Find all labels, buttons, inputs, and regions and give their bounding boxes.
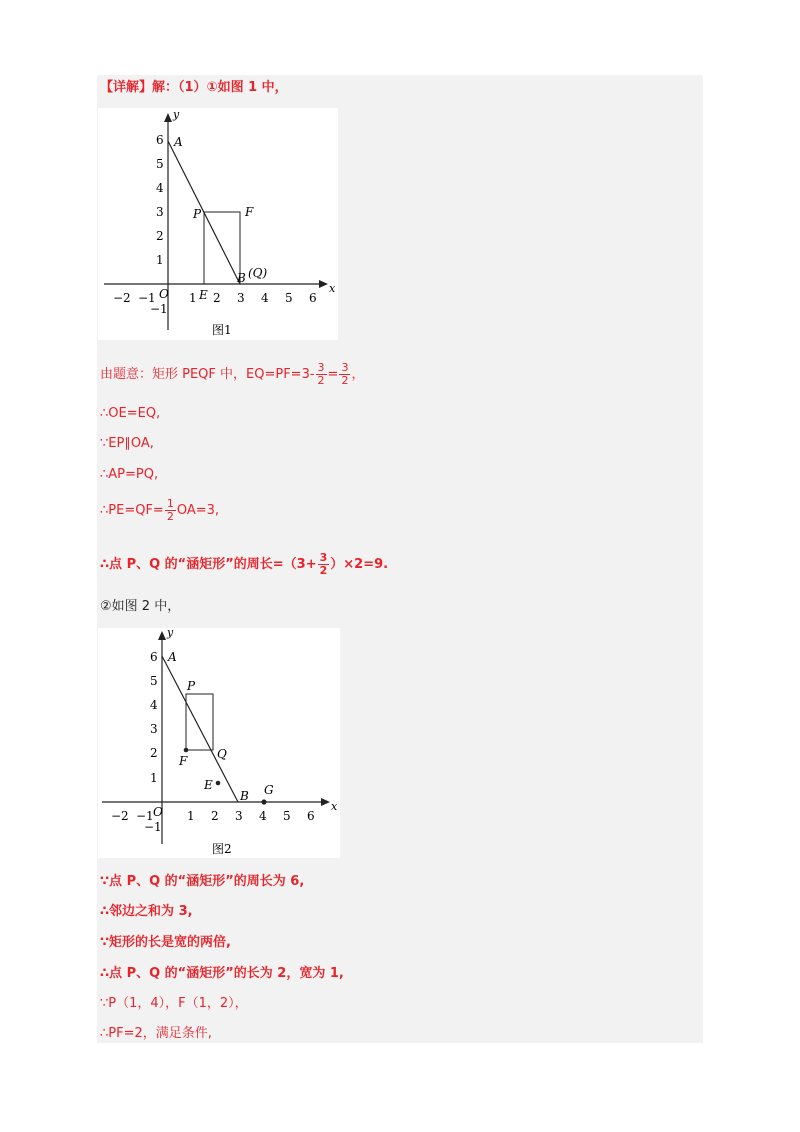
point-q-label: Q <box>217 747 227 761</box>
y-tick-label: 5 <box>150 674 158 688</box>
x-tick-label: 1 <box>187 809 195 823</box>
fraction <box>316 362 327 387</box>
point-p-label: P <box>193 207 202 221</box>
x-tick-label: −2 <box>111 809 129 823</box>
line-ep-parallel-oa: ∵EP∥OA, <box>100 436 154 451</box>
detail-tag: 【详解】 <box>100 80 153 95</box>
point-q-label: (Q) <box>248 266 268 280</box>
line-ap-pq: ∴AP=PQ, <box>100 467 159 482</box>
y-tick-label: 3 <box>150 722 158 736</box>
fraction <box>318 552 330 577</box>
text-segment: ∴点 P、Q 的“涵矩形”的周长=（3+ <box>100 557 317 572</box>
y-tick-label: 4 <box>156 181 164 195</box>
y-tick-label: 3 <box>156 205 164 219</box>
line-length-twice-width: ∵矩形的长是宽的两倍, <box>100 935 231 950</box>
point-e-label: E <box>204 778 213 792</box>
y-tick-label: 2 <box>150 746 158 760</box>
text-segment: ， <box>351 367 365 382</box>
fraction-numerator: 3 <box>317 361 325 374</box>
x-axis-arrow <box>321 798 330 806</box>
y-tick-label: −1 <box>150 302 168 316</box>
figure-1 <box>98 108 338 340</box>
text-segment: ∴PE=QF= <box>100 503 164 518</box>
figure-2-caption: 图2 <box>212 842 232 856</box>
x-tick-label: 4 <box>261 291 269 305</box>
point-a-label: A <box>168 650 177 664</box>
x-axis-label: x <box>331 800 338 813</box>
y-axis-label: y <box>167 628 174 639</box>
line-length-width: ∴点 P、Q 的“涵矩形”的长为 2，宽为 1, <box>100 966 344 981</box>
x-tick-label: 4 <box>259 809 267 823</box>
fraction <box>165 498 176 523</box>
point-e-label: E <box>199 288 208 302</box>
fraction <box>339 362 350 387</box>
text-segment: ）×2=9. <box>330 557 389 572</box>
line-adjacent-sum: ∴邻边之和为 3, <box>100 904 193 919</box>
fraction-denominator: 2 <box>341 374 349 387</box>
y-tick-label: 1 <box>150 771 158 785</box>
line-perimeter-6: ∵点 P、Q 的“涵矩形”的周长为 6, <box>100 874 305 889</box>
origin-label: O <box>153 805 163 819</box>
x-tick-label: 2 <box>213 291 221 305</box>
x-tick-label: −1 <box>138 291 156 305</box>
point-f <box>184 748 189 753</box>
line-rectangle-peqf <box>100 362 364 387</box>
x-tick-label: 5 <box>283 809 291 823</box>
line-perimeter-9 <box>100 552 388 577</box>
y-tick-label: −1 <box>144 820 162 834</box>
point-e <box>216 781 221 786</box>
x-tick-label: 6 <box>309 291 317 305</box>
point-f-label: F <box>245 205 254 219</box>
fraction-denominator: 2 <box>319 564 328 577</box>
x-tick-label: 3 <box>237 291 245 305</box>
fraction-numerator: 1 <box>166 497 174 510</box>
figure-2-graph <box>98 628 340 858</box>
y-tick-label: 6 <box>156 133 164 147</box>
line-p-f-coords: ∵P（1，4），F（1，2）， <box>100 996 248 1011</box>
x-tick-label: 5 <box>285 291 293 305</box>
point-f-label: F <box>179 754 188 768</box>
y-axis-arrow <box>164 113 172 122</box>
x-tick-label: −2 <box>113 291 131 305</box>
text-segment: = <box>327 367 339 382</box>
line-ab <box>162 656 238 802</box>
origin-label: O <box>159 287 169 301</box>
x-axis-arrow <box>319 280 328 288</box>
line-oe-eq: ∴OE=EQ, <box>100 406 161 421</box>
point-b-label: B <box>237 271 246 285</box>
line-pe-qf <box>100 498 219 523</box>
y-tick-label: 1 <box>156 253 164 267</box>
figure-1-graph <box>98 108 338 340</box>
line-figure-2-intro: ②如图 2 中， <box>100 599 181 614</box>
header-text: 解：（1）①如图 1 中， <box>152 80 288 95</box>
x-tick-label: −1 <box>136 809 154 823</box>
header-line <box>100 80 288 96</box>
x-tick-label: 6 <box>307 809 315 823</box>
x-tick-label: 3 <box>235 809 243 823</box>
rectangle-pqf <box>186 694 213 750</box>
x-tick-label: 2 <box>211 809 219 823</box>
point-g <box>261 799 266 804</box>
figure-1-caption: 图1 <box>212 323 232 337</box>
point-g-label: G <box>264 783 274 797</box>
line-pf-equals-2: ∴PF=2，满足条件, <box>100 1026 212 1041</box>
fraction-denominator: 2 <box>166 510 174 523</box>
fraction-denominator: 2 <box>317 374 325 387</box>
text-segment: OA=3, <box>176 503 220 518</box>
y-tick-label: 2 <box>156 229 164 243</box>
y-axis-label: y <box>173 108 180 121</box>
fraction-numerator: 3 <box>319 551 328 564</box>
y-tick-label: 4 <box>150 698 158 712</box>
point-a-label: A <box>174 135 183 149</box>
y-tick-label: 6 <box>150 650 158 664</box>
y-tick-label: 5 <box>156 157 164 171</box>
x-axis-label: x <box>329 282 336 295</box>
point-b-label: B <box>240 789 249 803</box>
fraction-numerator: 3 <box>341 361 349 374</box>
figure-2 <box>98 628 340 858</box>
point-p-label: P <box>187 679 196 693</box>
x-tick-label: 1 <box>189 291 197 305</box>
text-segment: 由题意：矩形 PEQF 中，EQ=PF=3- <box>100 367 315 382</box>
y-axis-arrow <box>158 631 166 640</box>
